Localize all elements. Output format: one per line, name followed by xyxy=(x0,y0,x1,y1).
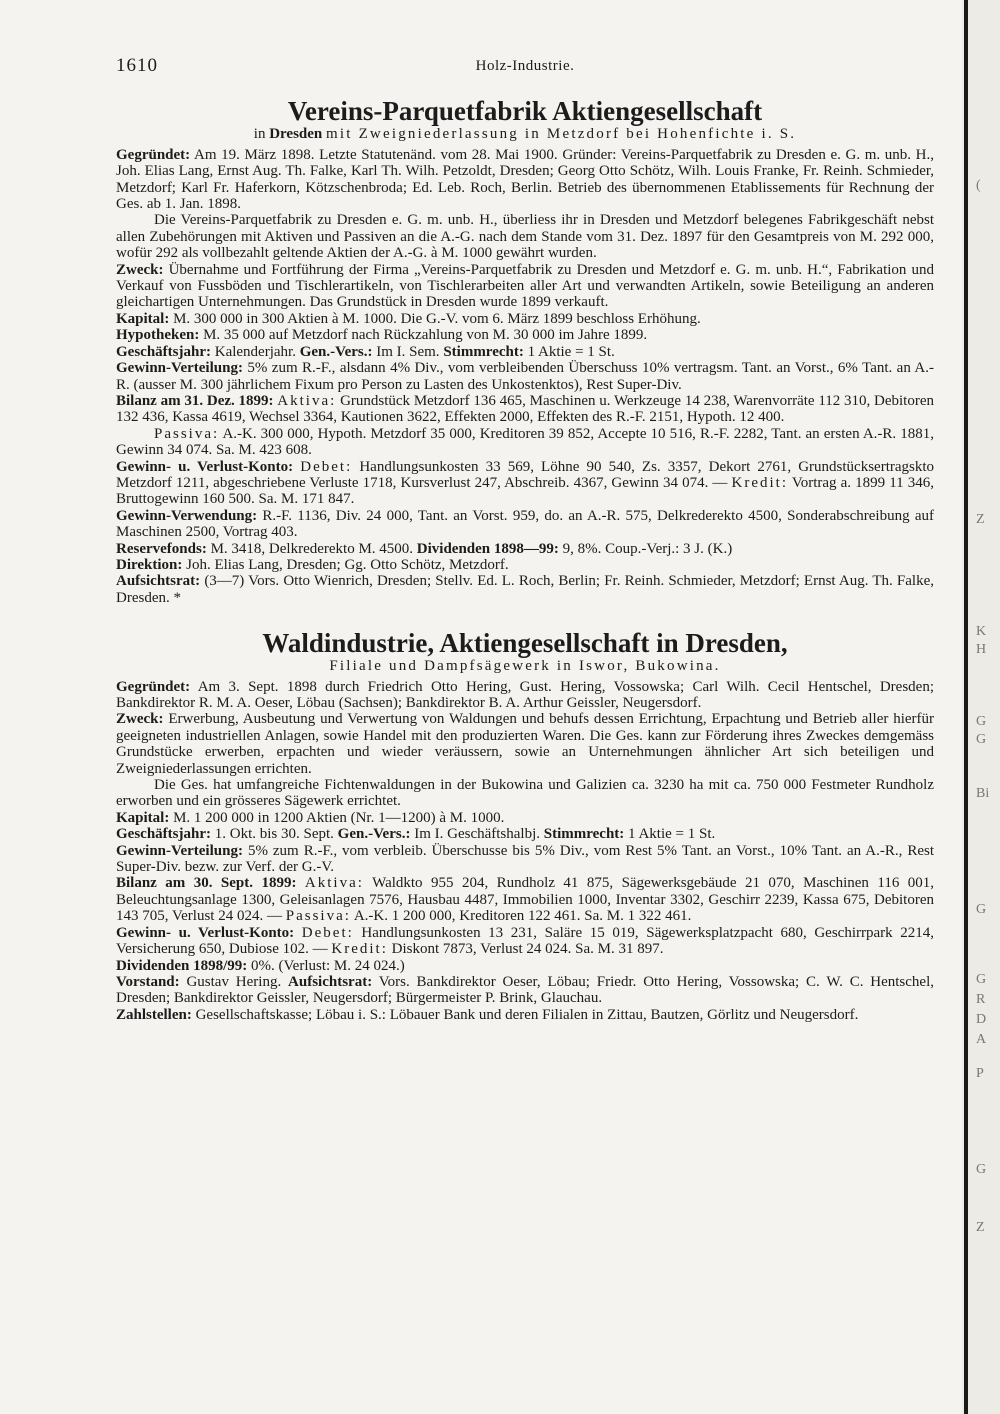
section-profit-loss xyxy=(116,925,934,958)
margin-mark: A xyxy=(976,1032,987,1047)
page-header xyxy=(116,55,934,76)
margin-mark: Bi xyxy=(976,786,990,801)
seat-branch: mit Zweigniederlassung in Metzdorf bei Hohenfichte i. S. xyxy=(326,126,797,143)
adjacent-page-edge xyxy=(962,0,1000,1414)
margin-mark: G xyxy=(976,1162,987,1177)
label: Geschäftsjahr: xyxy=(116,343,211,360)
label: Aktiva: xyxy=(277,392,337,409)
running-title: Holz-Industrie. xyxy=(475,58,575,74)
footnote-star: * xyxy=(173,589,181,606)
label: Zweck: xyxy=(116,261,164,278)
company-title: Vereins-Parquetfabrik Aktiengesellschaft xyxy=(287,96,763,127)
text: Im I. Geschäftshalbj. xyxy=(414,826,540,843)
section-balance xyxy=(116,875,934,924)
margin-mark: G xyxy=(976,902,987,917)
section-board xyxy=(116,573,934,606)
company-title: Waldindustrie, Aktiengesellschaft in Dresden, xyxy=(262,628,788,659)
label: Gewinn-Verteilung: xyxy=(116,360,243,377)
text: M. 300 000 in 300 Aktien à M. 1000. Die G.-V. vom 6. März 1899 beschloss Erhöhung. xyxy=(173,310,701,327)
company-entry-vereins-parquetfabrik xyxy=(116,96,934,606)
seat-prefix: in xyxy=(253,126,266,143)
margin-mark: K xyxy=(976,624,987,639)
text: 5% zum R.-F., alsdann 4% Div., vom verbleibenden Überschuss 10% vertragsm. Tant. an Vorst., 6% Tant. an A.-R. (ausser M. 300 jährlichem Fixum pro Person zu Lasten des Unkostenktos), Rest Super-Div. xyxy=(116,360,935,393)
text: (3—7) Vors. Otto Wienrich, Dresden; Stellv. Ed. L. Roch, Berlin; Fr. Reinh. Schmieder, Metzdorf; Ernst Aug. Th. Falke, Dresden. xyxy=(116,573,935,606)
section-capital xyxy=(116,311,934,327)
section-balance xyxy=(116,393,934,426)
section-liabilities xyxy=(116,426,934,459)
label: Kapital: xyxy=(116,809,170,826)
text: A.-K. 1 200 000, Kreditoren 122 461. Sa. M. 1 322 461. xyxy=(353,908,692,925)
label: Aufsichtsrat: xyxy=(288,973,373,990)
text: Handlungsunkosten 13 231, Saläre 15 019, Sägewerksplatzpacht 680, Geschirrpark 2214, Versicherung 650, Dubiose 102. — xyxy=(116,924,935,958)
label: Aktiva: xyxy=(304,875,364,892)
text: A.-K. 300 000, Hypoth. Metzdorf 35 000, Kreditoren 39 852, Accepte 10 516, R.-F. 2282, Tant. an ersten A.-R. 1881, Gewinn 34 074. Sa. M. 423 608. xyxy=(116,425,934,459)
section-founded xyxy=(116,147,934,213)
margin-mark: P xyxy=(976,1066,984,1081)
page-gutter-line xyxy=(964,0,968,1414)
text: 1 Aktie = 1 St. xyxy=(628,826,716,843)
label: Gegründet: xyxy=(116,678,191,695)
text: Am 19. März 1898. Letzte Statutenänd. vom 28. Mai 1900. Gründer: Vereins-Parquetfabrik zu Dresden e. G. m. unb. H., Joh. Elias Lang, Ernst Aug. Th. Falke, Karl Th. Wilh. Petzoldt, Dresden; Georg Otto Schötz, Wilh. Louis Franke, Fr. Reinh. Schmieder, Metzdorf; Karl Fr. Haferkorn, Kötzschenbroda; Ed. Leb. Roch, Berlin. Betrieb des übernommenen Etablissements für Rechnung der Ges. ab 1. Jan. 1898. xyxy=(116,146,934,213)
section-founded-detail xyxy=(116,212,934,261)
text: 1. Okt. bis 30. Sept. xyxy=(214,826,334,843)
label: Kapital: xyxy=(116,310,170,327)
label: Gewinn-Verwendung: xyxy=(116,507,258,524)
margin-mark: Z xyxy=(976,1220,985,1235)
section-business-year xyxy=(116,344,934,360)
text: Gustav Hering. xyxy=(186,973,282,990)
text: Vortrag a. 1899 11 346, Bruttogewinn 160 500. Sa. M. 171 847. xyxy=(116,474,935,508)
label: Gewinn- u. Verlust-Konto: xyxy=(116,458,294,475)
label: Direktion: xyxy=(116,556,183,573)
label: Reservefonds: xyxy=(116,540,207,557)
section-profit-use xyxy=(116,508,934,541)
text: 9, 8%. Coup.-Verj.: 3 J. (K.) xyxy=(562,540,733,557)
label: Gegründet: xyxy=(116,146,191,163)
margin-mark: ( xyxy=(976,178,981,193)
text: Übernahme und Fortführung der Firma „Vereins-Parquetfabrik zu Dresden und Metzdorf e. G. m. unb. H.“, Fabrikation und Verkauf von Fussböden und Tischlerartikeln, von Tischlerarbeiten aller Art und verwandten Artikeln, sowie Beteiligung an anderen gleichartigen Unternehmungen. Das Grundstück in Dresden wurde 1899 verkauft. xyxy=(116,261,934,311)
label: Passiva: xyxy=(154,425,220,442)
label: Vorstand: xyxy=(116,973,180,990)
text: Handlungsunkosten 33 569, Löhne 90 540, Zs. 3357, Dekort 2761, Grundstücksertragskto Metzdorf 1211, abgeschriebene Verluste 1718, Kursverlust 247, Abschreib. 4367, Gewinn 34 074. — xyxy=(116,458,935,491)
text: Gesellschaftskasse; Löbau i. S.: Löbauer Bank und deren Filialen in Zittau, Bautzen, Görlitz und Neugersdorf. xyxy=(195,1006,859,1023)
text: 0%. (Verlust: M. 24 024.) xyxy=(251,957,405,974)
text: Kalenderjahr. xyxy=(214,343,296,360)
section-paying-agents xyxy=(116,1007,934,1023)
label: Zweck: xyxy=(116,711,164,728)
seat-city: Dresden xyxy=(269,126,323,143)
label: Bilanz am 31. Dez. 1899: xyxy=(116,392,274,409)
label: Kredit: xyxy=(731,474,789,491)
text: 5% zum R.-F., vom verbleib. Überschusse bis 5% Div., vom Rest 5% Tant. an Vorst., 10% Tant. an A.-R., Rest Super-Div. bezw. zur Verf. der G.-V. xyxy=(116,842,935,876)
margin-mark: G xyxy=(976,732,987,747)
section-capital xyxy=(116,810,934,826)
label: Kredit: xyxy=(331,941,388,958)
label: Debet: xyxy=(301,924,354,941)
label: Gewinn-Verteilung: xyxy=(116,842,243,859)
text: M. 3418, Delkrederekto M. 4500. xyxy=(210,540,414,557)
margin-mark: H xyxy=(976,642,987,657)
text: Im I. Sem. xyxy=(376,343,440,360)
section-purpose xyxy=(116,711,934,777)
page-number: 1610 xyxy=(116,55,158,76)
section-board-members xyxy=(116,974,934,1007)
text: R.-F. 1136, Div. 24 000, Tant. an Vorst. 959, do. an A.-R. 575, Delkrederekto 4500, Sonderabschreibung auf Maschinen 2500, Vortrag 403. xyxy=(116,507,934,541)
margin-mark: G xyxy=(976,972,987,987)
label: Aufsichtsrat: xyxy=(116,573,201,590)
section-profit-loss xyxy=(116,459,934,508)
text: Diskont 7873, Verlust 24 024. Sa. M. 31 897. xyxy=(391,941,664,958)
text: Die Ges. hat umfangreiche Fichtenwaldungen in der Bukowina und Galizien ca. 3230 ha mit ca. 750 000 Festmeter Rundholz erworben und ein grösseres Sägewerk errichtet. xyxy=(116,777,934,810)
label: Zahlstellen: xyxy=(116,1006,192,1023)
page-body xyxy=(116,55,935,1023)
company-seat xyxy=(116,126,934,142)
section-profit-distribution xyxy=(116,360,934,393)
label: Gen.-Vers.: xyxy=(337,826,411,843)
section-founded xyxy=(116,679,934,712)
section-dividends xyxy=(116,958,934,974)
section-profit-distribution xyxy=(116,843,934,876)
margin-mark: R xyxy=(976,992,986,1007)
text: Waldkto 955 204, Rundholz 41 875, Sägewerksgebäude 21 070, Maschinen 116 001, Beleuchtungsanlage 1300, Geleisanlagen 7576, Hausbau 4487, Immobilien 1000, Inventar 3302, Geschirr 2239, Kassa 675, Debitoren 143 705, Verlust 24 024. — xyxy=(116,875,935,925)
label: Geschäftsjahr: xyxy=(116,826,211,843)
label: Gewinn- u. Verlust-Konto: xyxy=(116,924,295,941)
section-reserves-dividends xyxy=(116,541,934,557)
text: M. 1 200 000 in 1200 Aktien (Nr. 1—1200) à M. 1000. xyxy=(173,809,505,826)
section-purpose xyxy=(116,262,934,311)
section-separator xyxy=(116,606,934,628)
label: Bilanz am 30. Sept. 1899: xyxy=(116,875,297,892)
text: Grundstück Metzdorf 136 465, Maschinen u. Werkzeuge 14 238, Warenvorräte 112 310, Debitoren 132 436, Kassa 4619, Wechsel 3364, Kautionen 3622, Effekten 2000, Effekten des R.-F. 2151, Hypoth. 12 400. xyxy=(116,392,935,426)
section-purpose-detail xyxy=(116,777,934,810)
label: Debet: xyxy=(300,458,353,475)
text: M. 35 000 auf Metzdorf nach Rückzahlung von M. 30 000 im Jahre 1899. xyxy=(203,327,648,344)
label: Gen.-Vers.: xyxy=(299,343,373,360)
company-branch: Filiale und Dampfsägewerk in Iswor, Bukowina. xyxy=(329,658,721,675)
label: Stimmrecht: xyxy=(543,826,625,843)
text: Erwerbung, Ausbeutung und Verwertung von Waldungen und behufs dessen Errichtung, Erpachtung und Betrieb aller hierfür geeigneten industriellen Anlagen, sowie Handel mit den produzierten Waren. Die Ges. kann zur Förderung ihres Zweckes demgemäss Grundstücke erwerben, erpachten und wieder veräussern, sowie an Unternehmungen ähnlicher Art sich beteiligen und Zweigniederlassungen errichten. xyxy=(116,711,935,777)
margin-mark: G xyxy=(976,714,987,729)
text: Joh. Elias Lang, Dresden; Gg. Otto Schötz, Metzdorf. xyxy=(186,556,509,573)
margin-mark: Z xyxy=(976,512,985,527)
label: Stimmrecht: xyxy=(443,343,524,360)
margin-mark: D xyxy=(976,1012,987,1027)
label: Passiva: xyxy=(285,908,351,925)
company-entry-waldindustrie xyxy=(116,628,934,1023)
text: 1 Aktie = 1 St. xyxy=(527,343,615,360)
label: Dividenden 1898—99: xyxy=(416,540,559,557)
label: Hypotheken: xyxy=(116,327,200,344)
text: Die Vereins-Parquetfabrik zu Dresden e. G. m. unb. H., überliess ihr in Dresden und Metzdorf belegenes Fabrikgeschäft nebst allen Zubehörungen mit Aktiven und Passiven an die A.-G. nach dem Stande vom 31. Dez. 1897 für den Gesamtpreis von M. 292 000, wofür 292 als vollbezahlt geltende Aktien der A.-G. à M. 1000 gewährt wurden. xyxy=(116,212,934,262)
text: Vors. Bankdirektor Oeser, Löbau; Friedr. Otto Hering, Vossowska; C. W. C. Hentschel, Dresden; Bankdirektor Geissler, Neugersdorf; Bürgermeister P. Brink, Glauchau. xyxy=(116,973,935,1007)
section-business-year xyxy=(116,826,934,842)
section-management xyxy=(116,557,934,573)
section-mortgages xyxy=(116,327,934,343)
text: Am 3. Sept. 1898 durch Friedrich Otto Hering, Gust. Hering, Vossowska; Carl Wilh. Cecil Hentschel, Dresden; Bankdirektor R. M. A. Oeser, Löbau (Sachsen); Bankdirektor B. A. Arthur Geissler, Neugersdorf. xyxy=(116,678,934,711)
label: Dividenden 1898/99: xyxy=(116,957,248,974)
